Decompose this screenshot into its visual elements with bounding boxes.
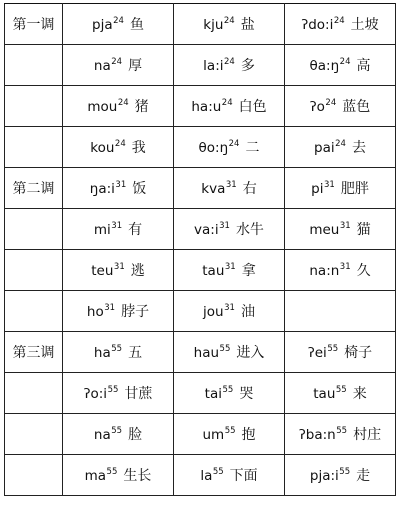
table-row: [5, 209, 396, 250]
ipa-form: ha:u: [191, 99, 222, 115]
word-cell: [174, 209, 285, 250]
tone-number: 55: [224, 426, 236, 437]
tone-number: 24: [117, 98, 129, 109]
tone-number: 24: [339, 57, 351, 68]
ipa-form: θa:ŋ: [309, 58, 340, 74]
tone-label: 第二调: [12, 181, 55, 197]
chinese-gloss: 下面: [229, 468, 258, 484]
tone-label-empty-cell: [5, 291, 63, 332]
chinese-gloss: 右: [242, 181, 257, 197]
ipa-form: ʔo:i: [83, 386, 108, 402]
chinese-gloss: 生长: [123, 468, 152, 484]
tone-number: 55: [222, 385, 234, 396]
tone-number: 55: [212, 467, 224, 478]
tone-number: 24: [335, 139, 346, 150]
word-cell: [174, 86, 285, 127]
ipa-form: ha: [93, 345, 111, 361]
table-row: [5, 45, 396, 86]
ipa-form: kva: [201, 181, 226, 197]
tone-number: 31: [324, 180, 335, 191]
ipa-form: ʔba:n: [298, 427, 336, 443]
chinese-gloss: 脖子: [121, 304, 150, 320]
tone-label-empty-cell: [5, 455, 63, 496]
tone-label: 第三调: [12, 345, 55, 361]
tone-number: 31: [339, 221, 351, 232]
tone-label-cell: [5, 168, 63, 209]
word-cell: [285, 127, 396, 168]
word-cell: [285, 168, 396, 209]
ipa-form: mi: [93, 222, 111, 238]
tone-label-empty-cell: [5, 414, 63, 455]
ipa-form: pja: [92, 17, 113, 33]
ipa-form: ho: [86, 304, 104, 320]
tone-number: 24: [325, 98, 337, 109]
chinese-gloss: 抱: [241, 427, 256, 443]
word-cell: [63, 414, 174, 455]
tone-number: 24: [221, 98, 233, 109]
ipa-form: na: [93, 58, 111, 74]
word-cell: [174, 414, 285, 455]
chinese-gloss: 甘蔗: [124, 386, 153, 402]
word-cell: [285, 4, 396, 45]
tone-number: 55: [219, 344, 231, 355]
word-cell: [174, 332, 285, 373]
word-cell: [285, 291, 396, 332]
word-cell: [285, 209, 396, 250]
tone-number: 31: [115, 180, 127, 191]
tone-number: 24: [333, 16, 345, 27]
ipa-form: la: [200, 468, 213, 484]
tone-number: 31: [111, 221, 123, 232]
ipa-form: teu: [91, 263, 114, 279]
chinese-gloss: 哭: [239, 386, 254, 402]
chinese-gloss: 久: [356, 263, 371, 279]
word-cell: [174, 373, 285, 414]
ipa-form: ʔo: [309, 99, 325, 115]
tone-label-empty-cell: [5, 127, 63, 168]
tone-number: 31: [219, 221, 230, 232]
word-cell: [174, 250, 285, 291]
ipa-form: ʔdo:i: [301, 17, 334, 33]
ipa-form: tai: [204, 386, 222, 402]
tone-label-empty-cell: [5, 45, 63, 86]
ipa-form: mou: [87, 99, 118, 115]
word-cell: [63, 455, 174, 496]
word-cell: [285, 414, 396, 455]
word-cell: [174, 455, 285, 496]
tone-number: 55: [327, 344, 339, 355]
tone-label-cell: [5, 332, 63, 373]
ipa-form: va:i: [194, 222, 219, 238]
ipa-form: θo:ŋ: [198, 140, 229, 156]
chinese-gloss: 鱼: [129, 17, 144, 33]
chinese-gloss: 五: [128, 345, 143, 361]
ipa-form: ŋa:i: [89, 181, 115, 197]
chinese-gloss: 油: [240, 304, 255, 320]
ipa-form: um: [202, 427, 225, 443]
chinese-gloss: 有: [128, 222, 143, 238]
tone-number: 24: [113, 16, 124, 27]
chinese-gloss: 猪: [134, 99, 149, 115]
tone-number: 31: [339, 262, 351, 273]
tone-number: 31: [113, 262, 125, 273]
word-cell: [63, 332, 174, 373]
ipa-form: kju: [203, 17, 224, 33]
tone-label-empty-cell: [5, 86, 63, 127]
word-cell: [63, 127, 174, 168]
word-cell: [285, 373, 396, 414]
word-cell: [174, 45, 285, 86]
table-row: [5, 373, 396, 414]
chinese-gloss: 走: [356, 468, 371, 484]
ipa-form: tau: [313, 386, 336, 402]
tone-number: 31: [224, 262, 236, 273]
chinese-gloss: 饭: [132, 181, 147, 197]
chinese-gloss: 盐: [240, 17, 255, 33]
tone-number: 24: [111, 57, 123, 68]
ipa-form: pi: [311, 181, 324, 197]
tone-number: 24: [223, 16, 235, 27]
word-cell: [285, 250, 396, 291]
ipa-form: pai: [314, 140, 335, 156]
table-row: [5, 168, 396, 209]
word-cell: [174, 4, 285, 45]
tone-number: 31: [224, 303, 235, 314]
chinese-gloss: 拿: [241, 263, 256, 279]
table-row: [5, 414, 396, 455]
ipa-form: ma: [84, 468, 107, 484]
chinese-gloss: 土坡: [350, 17, 379, 33]
ipa-form: na: [93, 427, 111, 443]
tone-number: 31: [225, 180, 237, 191]
word-cell: [285, 45, 396, 86]
tone-label-cell: [5, 4, 63, 45]
table-row: [5, 250, 396, 291]
word-cell: [285, 332, 396, 373]
word-cell: [63, 209, 174, 250]
chinese-gloss: 水牛: [235, 222, 264, 238]
word-cell: [174, 291, 285, 332]
tone-table: [4, 3, 396, 496]
tone-table-body: [5, 4, 396, 496]
ipa-form: tau: [202, 263, 225, 279]
table-row: [5, 455, 396, 496]
chinese-gloss: 逃: [130, 263, 145, 279]
word-cell: [63, 86, 174, 127]
word-cell: [285, 455, 396, 496]
tone-number: 24: [114, 139, 126, 150]
chinese-gloss: 进入: [236, 345, 265, 361]
ipa-form: hau: [193, 345, 220, 361]
ipa-form: kou: [90, 140, 115, 156]
chinese-gloss: 高: [356, 58, 371, 74]
word-cell: [63, 291, 174, 332]
word-cell: [63, 45, 174, 86]
ipa-form: meu: [309, 222, 340, 238]
word-cell: [63, 250, 174, 291]
chinese-gloss: 白色: [238, 99, 267, 115]
chinese-gloss: 我: [131, 140, 146, 156]
tone-number: 55: [335, 385, 347, 396]
chinese-gloss: 村庄: [353, 427, 382, 443]
tone-number: 55: [111, 426, 123, 437]
tone-number: 55: [107, 385, 119, 396]
chinese-gloss: 肥胖: [340, 181, 369, 197]
tone-label-empty-cell: [5, 250, 63, 291]
tone-number: 55: [339, 467, 351, 478]
chinese-gloss: 厚: [128, 58, 143, 74]
tone-label-empty-cell: [5, 373, 63, 414]
word-cell: [63, 168, 174, 209]
table-row: [5, 127, 396, 168]
word-cell: [285, 86, 396, 127]
tone-number: 55: [111, 344, 123, 355]
tone-label: 第一调: [12, 17, 55, 33]
word-cell: [174, 127, 285, 168]
ipa-form: ʔei: [307, 345, 327, 361]
ipa-form: na:n: [309, 263, 340, 279]
tone-label-empty-cell: [5, 209, 63, 250]
chinese-gloss: 蓝色: [342, 99, 371, 115]
ipa-form: la:i: [203, 58, 224, 74]
table-row: [5, 332, 396, 373]
table-row: [5, 86, 396, 127]
tone-number: 55: [106, 467, 118, 478]
chinese-gloss: 椅子: [344, 345, 373, 361]
ipa-form: pja:i: [309, 468, 339, 484]
tone-number: 24: [228, 139, 240, 150]
table-row: [5, 4, 396, 45]
table-row: [5, 291, 396, 332]
word-cell: [174, 168, 285, 209]
chinese-gloss: 猫: [356, 222, 371, 238]
chinese-gloss: 去: [351, 140, 366, 156]
word-cell: [63, 373, 174, 414]
chinese-gloss: 二: [245, 140, 260, 156]
tone-number: 55: [336, 426, 348, 437]
tone-number: 31: [104, 303, 116, 314]
chinese-gloss: 脸: [128, 427, 143, 443]
tone-number: 24: [224, 57, 235, 68]
chinese-gloss: 来: [352, 386, 367, 402]
ipa-form: jou: [203, 304, 224, 320]
word-cell: [63, 4, 174, 45]
chinese-gloss: 多: [240, 58, 255, 74]
